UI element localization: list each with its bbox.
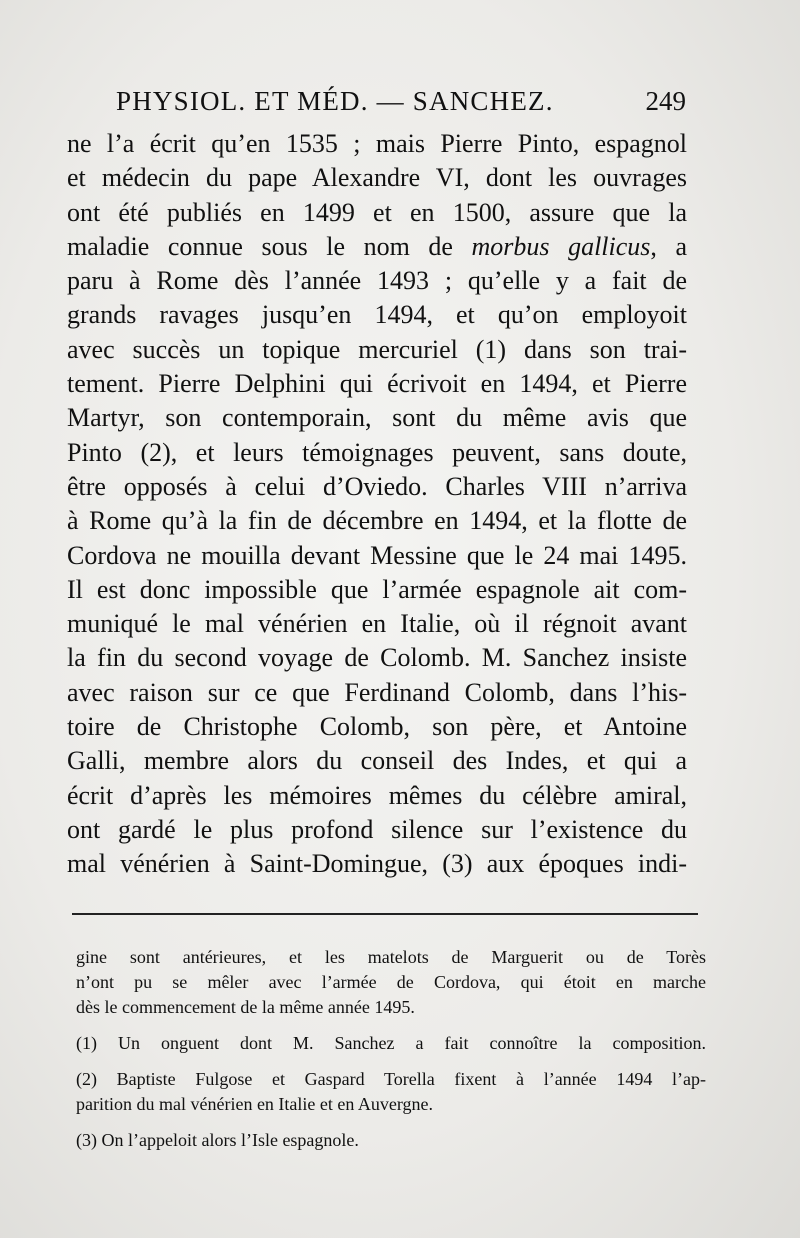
main-text bbox=[67, 127, 687, 882]
text-line: avec raison sur ce que Ferdinand Colomb, dans l’his- bbox=[67, 677, 687, 707]
footnote-3 bbox=[76, 1128, 706, 1153]
text-line: Martyr, son contemporain, sont du même avis que bbox=[67, 403, 687, 433]
text-line: mal vénérien à Saint-Domingue, (3) aux époques indi- bbox=[67, 849, 687, 879]
text-line: la fin du second voyage de Colomb. M. Sanchez insiste bbox=[67, 643, 687, 673]
footnote-line: n’ont pu se mêler avec l’armée de Cordova, qui étoit en marche bbox=[76, 972, 706, 992]
text-line: Galli, membre alors du conseil des Indes, et qui a bbox=[67, 746, 687, 776]
footnote-1 bbox=[76, 1031, 706, 1056]
text-segment: maladie connue sous le nom de bbox=[67, 231, 453, 261]
text-line: écrit d’après les mémoires mêmes du célèbre amiral, bbox=[67, 780, 687, 810]
footnotes bbox=[76, 945, 706, 1153]
page-number: 249 bbox=[645, 86, 686, 116]
text-line: tement. Pierre Delphini qui écrivoit en 1494, et Pierre bbox=[67, 369, 687, 399]
text-line: ont gardé le plus profond silence sur l’existence du bbox=[67, 814, 687, 844]
text-line-with-italic bbox=[67, 230, 687, 264]
text-line: et médecin du pape Alexandre VI, dont les ouvrages bbox=[67, 163, 687, 193]
text-line: toire de Christophe Colomb, son père, et Antoine bbox=[67, 712, 687, 742]
text-line: Il est donc impossible que l’armée espagnole ait com- bbox=[67, 574, 687, 604]
text-line: Cordova ne mouilla devant Messine que le 24 mai 1495. bbox=[67, 540, 687, 570]
footnote-line: (1) Un onguent dont M. Sanchez a fait connoître la composition. bbox=[76, 1033, 706, 1053]
text-line: à Rome qu’à la fin de décembre en 1494, et la flotte de bbox=[67, 506, 687, 536]
running-title: PHYSIOL. ET MÉD. — SANCHEZ. bbox=[116, 86, 554, 116]
text-line: Pinto (2), et leurs témoignages peuvent, sans doute, bbox=[67, 437, 687, 467]
footnote-line: (2) Baptiste Fulgose et Gaspard Torella fixent à l’année 1494 l’ap- bbox=[76, 1069, 706, 1089]
footnote-continuation bbox=[76, 945, 706, 1020]
footnote-2 bbox=[76, 1067, 706, 1117]
footnote-line: (3) On l’appeloit alors l’Isle espagnole. bbox=[76, 1130, 359, 1150]
footnote-line: parition du mal vénérien en Italie et en Auvergne. bbox=[76, 1094, 434, 1114]
text-line: grands ravages jusqu’en 1494, et qu’on employoit bbox=[67, 300, 687, 330]
text-line: paru à Rome dès l’année 1493 ; qu’elle y a fait de bbox=[67, 266, 687, 296]
text-line: ont été publiés en 1499 et en 1500, assure que la bbox=[67, 197, 687, 227]
italic-term: morbus gallicus bbox=[471, 231, 651, 261]
footnote-line: dès le commencement de la même année 1495. bbox=[76, 997, 415, 1017]
footnote-line: gine sont antérieures, et les matelots de Marguerit ou de Torès bbox=[76, 947, 706, 967]
footnote-divider bbox=[72, 913, 698, 915]
text-segment: , a bbox=[650, 231, 688, 261]
text-line: être opposés à celui d’Oviedo. Charles VIII n’arriva bbox=[67, 471, 687, 501]
running-header bbox=[116, 86, 686, 117]
text-line: ne l’a écrit qu’en 1535 ; mais Pierre Pinto, espagnol bbox=[67, 129, 687, 158]
text-line: muniqué le mal vénérien en Italie, où il régnoit avant bbox=[67, 609, 687, 639]
text-line: avec succès un topique mercuriel (1) dans son trai- bbox=[67, 334, 687, 364]
